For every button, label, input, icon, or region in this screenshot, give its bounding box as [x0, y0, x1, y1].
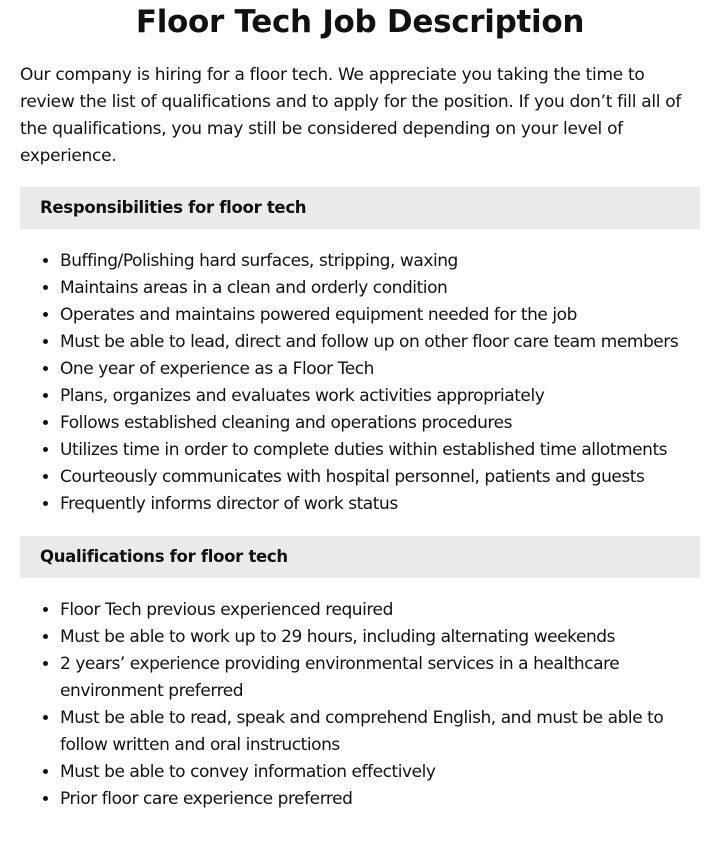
list-item: • Courteously communicates with hospital personnel, patients and guests [60, 464, 700, 491]
responsibilities-heading: Responsibilities for floor tech [20, 187, 700, 229]
list-item: • Operates and maintains powered equipment needed for the job [60, 302, 700, 329]
intro-paragraph: Our company is hiring for a floor tech. We appreciate you taking the time to review the list of qualifications and to apply for the position. If you don’t fill all of the qualifications, you may still be considered depending on your level of experience. [20, 65, 682, 166]
list-item: • Follows established cleaning and operations procedures [60, 410, 700, 437]
list-item: • Buffing/Polishing hard surfaces, stripping, waxing [60, 248, 700, 275]
page-title: Floor Tech Job Description [135, 4, 585, 40]
qualifications-heading: Qualifications for floor tech [20, 536, 700, 578]
list-item: • Must be able to convey information effectively [60, 759, 700, 786]
list-item: • Must be able to read, speak and comprehend English, and must be able to follow written and oral instructions [60, 705, 700, 759]
qualifications-list [20, 597, 700, 813]
list-item: • Frequently informs director of work status [60, 491, 700, 518]
list-item: • Maintains areas in a clean and orderly condition [60, 275, 700, 302]
list-item: • One year of experience as a Floor Tech [60, 356, 700, 383]
list-item: • Prior floor care experience preferred [60, 786, 700, 813]
list-item: • Must be able to work up to 29 hours, including alternating weekends [60, 624, 700, 651]
list-item: • Plans, organizes and evaluates work activities appropriately [60, 383, 700, 410]
list-item: • 2 years’ experience providing environmental services in a healthcare environment preferred [60, 651, 700, 705]
list-item: • Utilizes time in order to complete duties within established time allotments [60, 437, 700, 464]
list-item: • Floor Tech previous experienced required [60, 597, 700, 624]
responsibilities-list [20, 248, 700, 518]
list-item: • Must be able to lead, direct and follow up on other floor care team members [60, 329, 700, 356]
